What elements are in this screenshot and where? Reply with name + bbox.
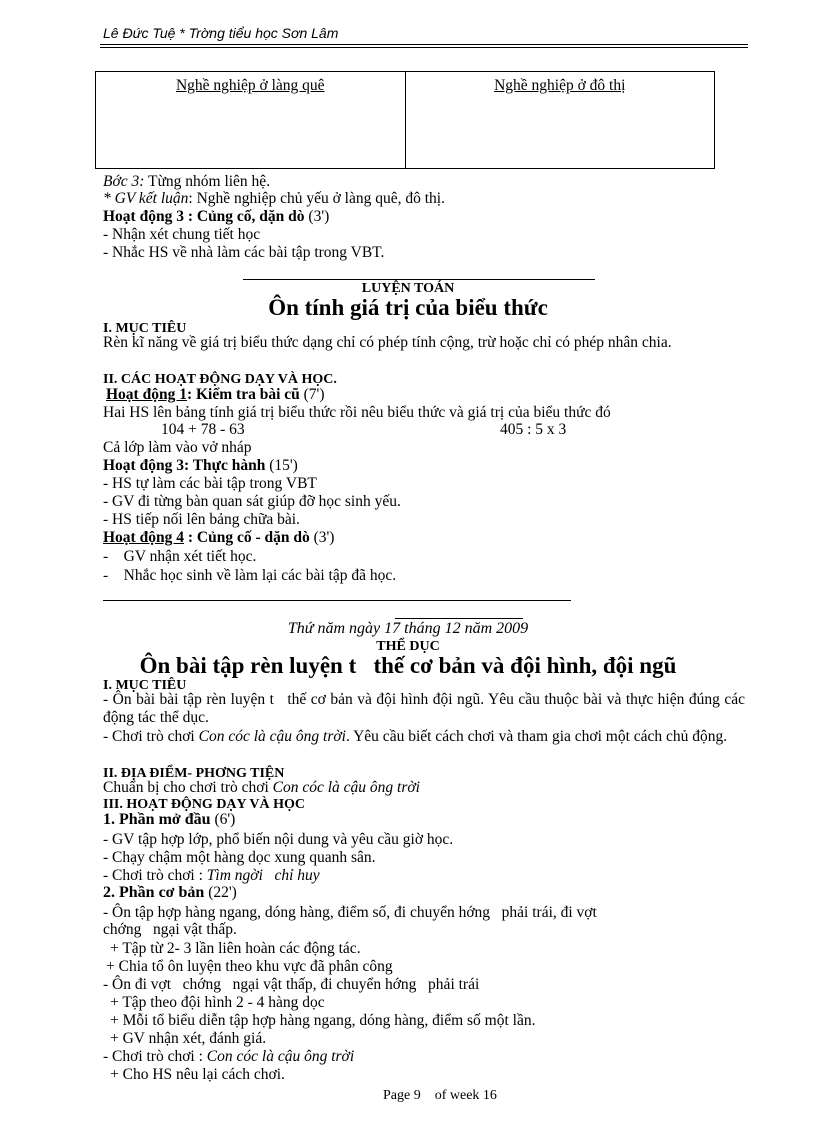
pe-part2-line: + Chia tổ ôn luyện theo khu vực đã phân công: [106, 958, 393, 975]
pe-part2-line: + Mỗi tổ biểu diễn tập hợp hàng ngang, dóng hàng, điểm số một lần.: [110, 1012, 536, 1029]
math-activity3-line: - HS tiếp nối lên bảng chữa bài.: [103, 511, 300, 528]
math-title: Ôn tính giá trị của biểu thức: [268, 295, 548, 320]
pe-part1-line: - GV tập hợp lớp, phổ biến nội dung và yêu cầu giờ học.: [103, 831, 454, 848]
header-rule: [100, 44, 748, 45]
header-rule-double: [100, 47, 748, 48]
math-activity3-line: - GV đi từng bàn quan sát giúp đỡ học sinh yếu.: [103, 493, 401, 510]
pe-part2-line: + Cho HS nêu lại cách chơi.: [110, 1066, 285, 1083]
step3-line: Bớc 3: Từng nhóm liên hệ.: [103, 173, 271, 190]
pe-part1-heading: 1. Phần mở đầu (6'): [103, 811, 236, 828]
page-header: Lê Đức Tuệ * Trờng tiểu học Sơn Lâm: [103, 25, 339, 41]
section-divider: [103, 600, 571, 601]
math-activities-heading: II. CÁC HOẠT ĐỘNG DẠY VÀ HỌC.: [103, 372, 337, 387]
pe-part2-heading: 2. Phần cơ bản (22'): [103, 884, 237, 901]
activity3-heading: Hoạt động 3 : Củng cố, dặn dò (3'): [103, 208, 330, 225]
math-activity4-line: - GV nhận xét tiết học.: [103, 548, 257, 565]
jobs-col-city: Nghề nghiệp ở đô thị: [405, 72, 715, 169]
pe-part2-game: - Chơi trò chơi : Con cóc là cậu ông trời: [103, 1048, 355, 1065]
draft-line: Cả lớp làm vào vở nháp: [103, 439, 252, 456]
pe-part2-line: - Ôn đi vợt chớng ngại vật thấp, đi chuyển hớng phải trái: [103, 976, 480, 993]
section-divider: [243, 279, 595, 280]
pe-part2-line: + Tập từ 2- 3 lần liên hoàn các động tác.: [110, 940, 361, 957]
math-activity1-heading: Hoạt động 1: Kiểm tra bài cũ (7'): [106, 386, 325, 403]
expression-1: 104 + 78 - 63: [161, 421, 245, 438]
math-activity4-heading: Hoạt động 4 : Củng cố - dặn dò (3'): [103, 529, 335, 546]
pe-part1-game: - Chơi trò chơi : Tìm ngời chỉ huy: [103, 867, 320, 884]
math-subject: LUYỆN TOÁN: [361, 281, 455, 296]
homework-line: - Nhắc HS về nhà làm các bài tập trong VBT.: [103, 244, 385, 261]
pe-date: Thứ năm ngày 17 tháng 12 năm 2009: [287, 620, 529, 637]
pe-subject: THỂ DỤC: [376, 639, 440, 654]
page-footer: Page 9 of week 16: [383, 1088, 497, 1103]
pe-place-heading: II. ĐỊA ĐIỂM- PHƠNG TIỆN: [103, 766, 285, 781]
pe-goal-1: - Ôn bài bài tập rèn luyện t thế cơ bản và đội hình đội ngũ. Yêu cầu thuộc bài và thực hiện đúng các động tác thể dục.: [103, 691, 749, 726]
pe-part2-line: - Ôn tập hợp hàng ngang, dóng hàng, điểm số, đi chuyển hớng phải trái, đi vợt: [103, 904, 597, 921]
jobs-col-countryside: Nghề nghiệp ở làng quê: [96, 72, 406, 169]
math-activity3-heading: Hoạt động 3: Thực hành (15'): [103, 457, 298, 474]
conclusion-line: * GV kết luận: Nghề nghiệp chủ yếu ở làng quê, đô thị.: [103, 190, 445, 207]
pe-activities-heading: III. HOẠT ĐỘNG DẠY VÀ HỌC: [103, 797, 305, 812]
jobs-table: [95, 71, 715, 169]
date-overline: [395, 618, 523, 619]
pe-goal-heading: I. MỤC TIÊU: [103, 678, 187, 693]
math-goal-text: Rèn kĩ năng về giá trị biểu thức dạng chỉ có phép tính cộng, trừ hoặc chỉ có phép nhân chia.: [103, 334, 672, 351]
math-goal-heading: I. MỤC TIÊU: [103, 321, 187, 336]
expression-2: 405 : 5 x 3: [500, 421, 567, 438]
pe-part2-line: + GV nhận xét, đánh giá.: [110, 1030, 267, 1047]
pe-place-text: Chuẩn bị cho chơi trò chơi Con cóc là cậu ông trời: [103, 779, 420, 796]
pe-part2-line: chớng ngại vật thấp.: [103, 921, 237, 938]
math-activity4-line: - Nhắc học sinh về làm lại các bài tập đã học.: [103, 567, 397, 584]
pe-part2-line: + Tập theo đội hình 2 - 4 hàng dọc: [110, 994, 325, 1011]
pe-title: Ôn bài tập rèn luyện t thế cơ bản và đội hình, đội ngũ: [139, 653, 677, 678]
pe-part1-line: - Chạy chậm một hàng dọc xung quanh sân.: [103, 849, 376, 866]
math-activity3-line: - HS tự làm các bài tập trong VBT: [103, 475, 317, 492]
summary-line: - Nhận xét chung tiết học: [103, 226, 261, 243]
pe-goal-2: - Chơi trò chơi Con cóc là cậu ông trời. Yêu cầu biết cách chơi và tham gia chơi một cách chủ động.: [103, 728, 728, 745]
math-activity1-text: Hai HS lên bảng tính giá trị biểu thức rồi nêu biểu thức và giá trị của biểu thức đó: [103, 404, 611, 421]
